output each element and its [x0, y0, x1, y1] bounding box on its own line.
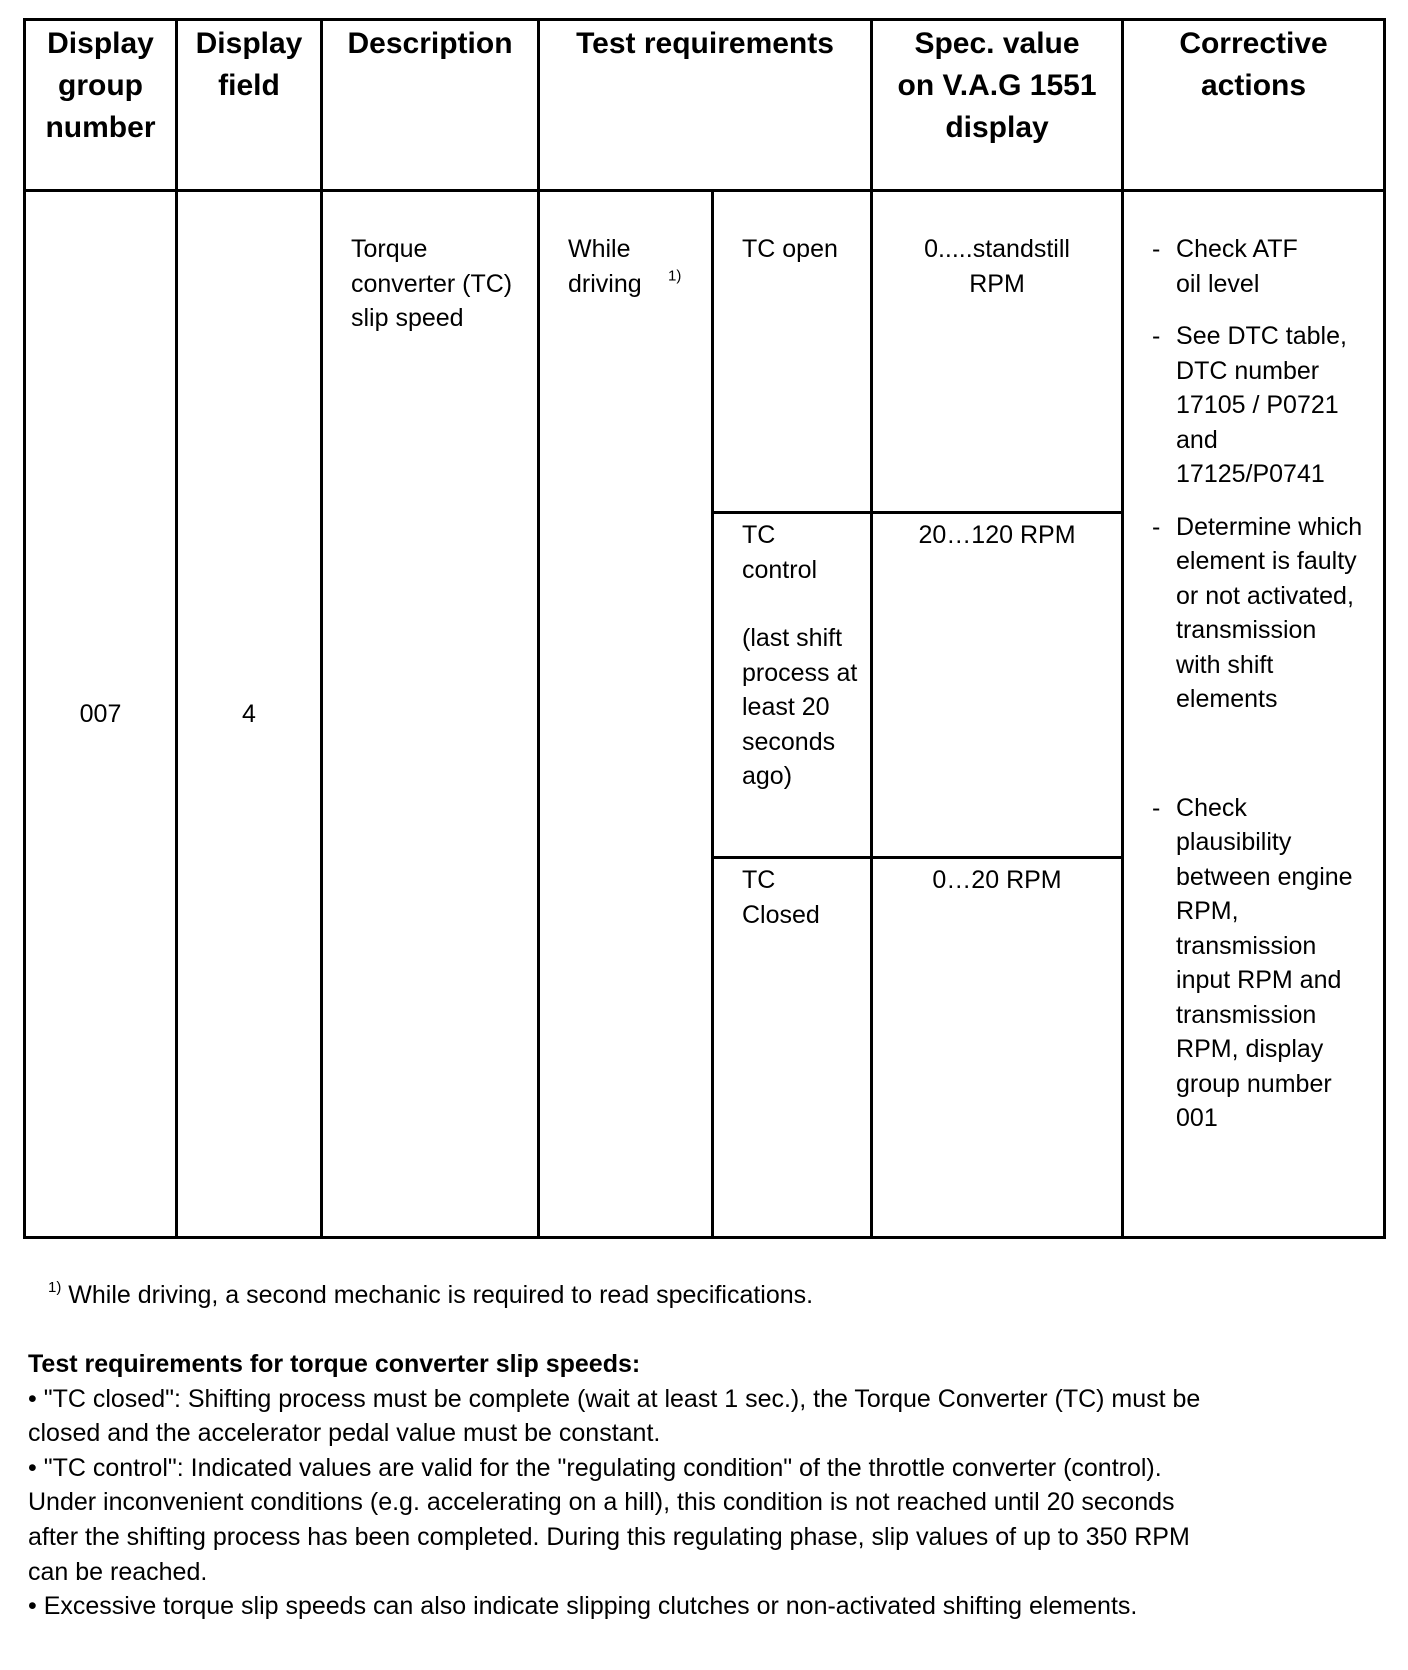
requirement-tc-control: TC control (last shift process at least 20 seconds ago)	[713, 513, 872, 858]
display-group-table	[23, 18, 1386, 1239]
test-condition-cell: While driving $^{1)}$	[539, 191, 713, 1238]
corrective-action-item: - See DTC table, DTC number 17105 / P0721 and 17125/P0741	[1152, 322, 1347, 488]
header-test-requirements: Test requirements	[539, 20, 872, 191]
note-item: • "TC closed": Shifting process must be complete (wait at least 1 sec.), the Torque Converter (TC) must be closed and the accelerator pedal value must be constant.	[28, 1384, 1201, 1448]
header-row	[25, 20, 1385, 191]
requirement-tc-open: TC open	[713, 191, 872, 513]
group-number-cell: 007	[25, 191, 177, 1238]
corrective-actions-cell	[1123, 191, 1385, 1238]
footnote: $^{1)}$ While driving, a second mechanic is required to read specifications.	[48, 1279, 814, 1309]
header-spec-value: Spec. value on V.A.G 1551 display	[872, 20, 1123, 191]
requirement-tc-closed: TC Closed	[713, 858, 872, 1238]
header-display-group-number: Display group number	[25, 20, 177, 191]
header-corrective-actions: Corrective actions	[1123, 20, 1385, 191]
table-row	[25, 191, 1385, 513]
corrective-action-item: - Determine which element is faulty or not activated, transmission with shift elements	[1152, 512, 1363, 713]
notes-title: Test requirements for torque converter slip speeds:	[28, 1350, 641, 1378]
test-requirements-notes	[28, 1347, 1228, 1624]
header-description: Description	[322, 20, 539, 191]
note-item: • Excessive torque slip speeds can also indicate slipping clutches or non-activated shifting elements.	[28, 1592, 1138, 1621]
display-field-cell: 4	[177, 191, 322, 1238]
description-cell: Torque converter (TC) slip speed	[322, 191, 539, 1238]
spec-tc-control: 20…120 RPM	[872, 513, 1123, 858]
corrective-action-item: - Check ATF oil level	[1152, 235, 1298, 298]
note-item: • "TC control": Indicated values are valid for the "regulating condition" of the throttle converter (control). Under inconvenient conditions (e.g. accelerating on a hill), this condition is not reached until 20 seconds after the shifting process has been completed. During this regulating phase, slip values of up to 350 RPM can be reached.	[28, 1453, 1190, 1586]
corrective-action-item: - Check plausibility between engine RPM, transmission input RPM and transmission RPM, display group number 001	[1152, 793, 1353, 1132]
footnote-marker: 1)	[668, 267, 682, 285]
header-display-field: Display field	[177, 20, 322, 191]
spec-tc-closed: 0…20 RPM	[872, 858, 1123, 1238]
spec-tc-open: 0.....standstill RPM	[872, 191, 1123, 513]
